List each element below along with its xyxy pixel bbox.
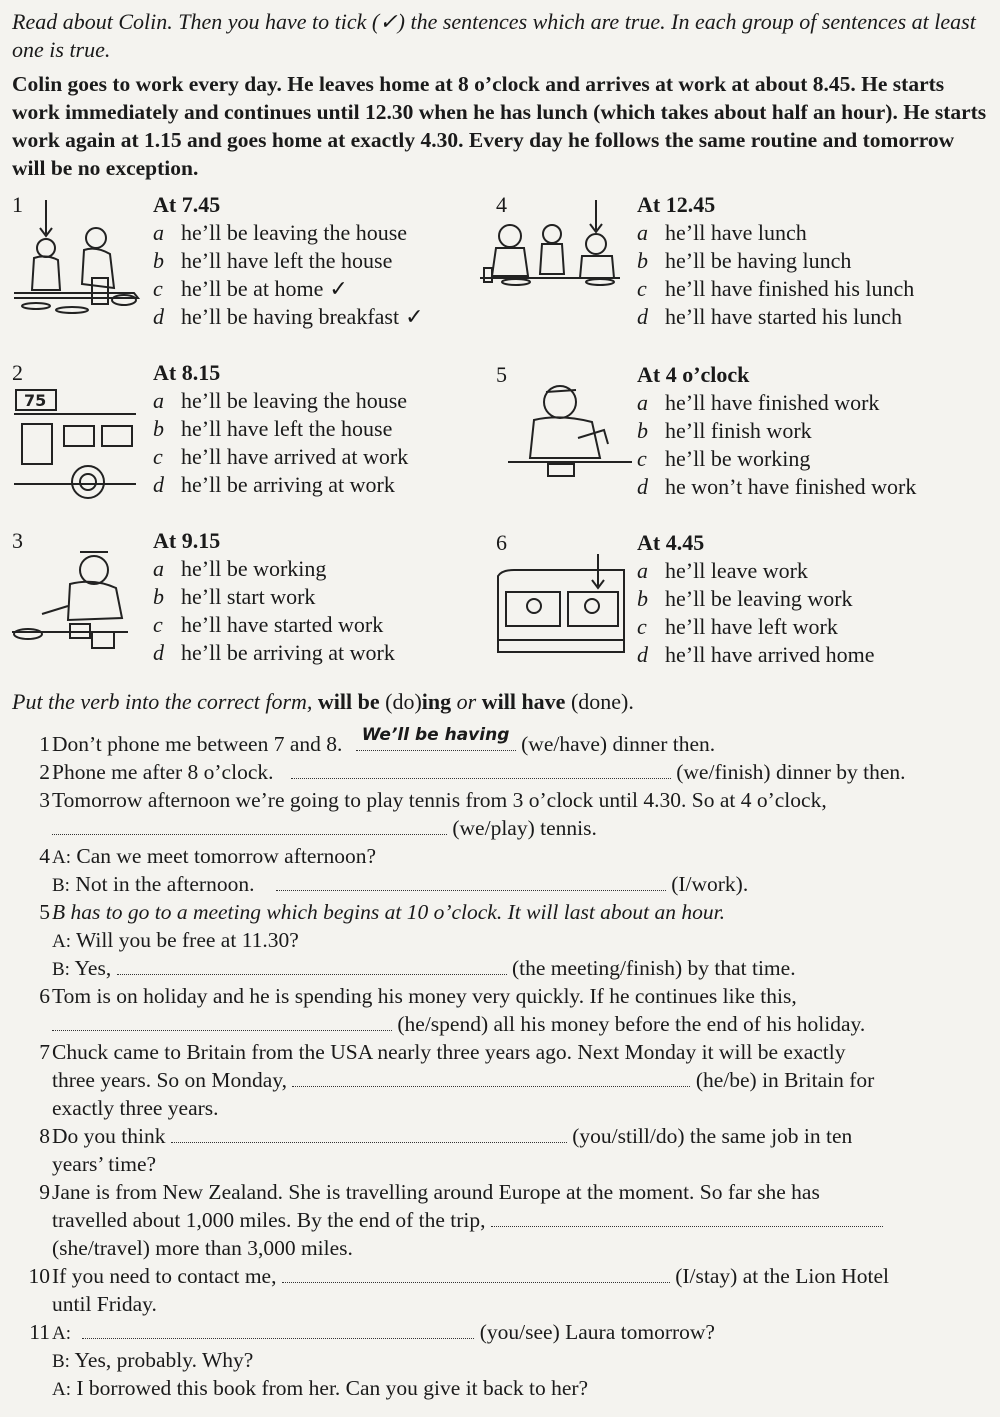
item-number: 10 — [28, 1264, 50, 1288]
option-b[interactable] — [153, 248, 424, 276]
item-9 — [22, 1178, 992, 1262]
item-number: 3 — [39, 788, 50, 812]
option-letter: a — [637, 220, 648, 245]
item-text: (he/spend) all his money before the end of his holiday. — [397, 1012, 866, 1036]
option-a[interactable] — [153, 220, 424, 248]
option-text: he’ll start work — [181, 584, 316, 609]
option-list — [153, 556, 395, 668]
answer-blank[interactable] — [82, 1318, 474, 1339]
item-10 — [22, 1262, 992, 1318]
item-number: 6 — [39, 984, 50, 1008]
item-2 — [22, 758, 992, 786]
item-text: (you/see) Laura tomorrow? — [479, 1320, 715, 1344]
group-number: 4 — [496, 192, 507, 217]
item-text: Yes, — [74, 956, 112, 980]
group-number: 6 — [496, 530, 507, 555]
item-text: Phone me after 8 o’clock. — [52, 760, 274, 784]
option-a[interactable] — [637, 558, 875, 586]
option-text: he’ll be having breakfast — [181, 304, 400, 329]
item-11 — [22, 1318, 992, 1402]
option-letter: a — [153, 556, 164, 581]
group-time: At 4.45 — [637, 530, 705, 555]
option-letter: c — [153, 276, 163, 301]
item-number: 9 — [39, 1180, 50, 1204]
done-label: (done). — [570, 689, 634, 714]
item-4 — [22, 842, 992, 898]
option-letter: c — [637, 614, 647, 639]
option-text: he’ll have lunch — [665, 220, 807, 245]
item-text: Not in the afternoon. — [75, 872, 255, 896]
answer-blank[interactable] — [52, 1010, 392, 1031]
option-c[interactable] — [153, 612, 395, 640]
option-c[interactable] — [153, 444, 408, 472]
option-text: he’ll leave work — [665, 558, 808, 583]
option-letter: b — [153, 248, 164, 273]
item-number: 5 — [39, 900, 50, 924]
item-number: 4 — [39, 844, 50, 868]
option-letter: d — [637, 474, 648, 499]
option-text: he’ll have finished work — [665, 390, 880, 415]
answer-blank[interactable] — [171, 1122, 567, 1143]
option-d[interactable] — [637, 304, 914, 332]
item-number: 1 — [39, 732, 50, 756]
item-text: If you need to contact me, — [52, 1264, 277, 1288]
speaker-label: A: — [52, 1379, 71, 1400]
option-text: he won’t have finished work — [665, 474, 917, 499]
option-d[interactable] — [637, 474, 916, 502]
option-text: he’ll be having lunch — [665, 248, 852, 273]
group-time: At 9.15 — [153, 528, 221, 553]
option-letter: a — [153, 220, 164, 245]
option-letter: d — [637, 304, 648, 329]
option-text: he’ll be leaving work — [665, 586, 853, 611]
item-text: exactly three years. — [52, 1096, 219, 1120]
option-letter: b — [153, 584, 164, 609]
bus-number: 75 — [24, 391, 47, 410]
group-time: At 7.45 — [153, 192, 221, 217]
option-list — [153, 220, 424, 332]
group-number: 3 — [12, 528, 23, 553]
option-b[interactable] — [153, 584, 395, 612]
option-text: he’ll have arrived at work — [181, 444, 409, 469]
item-number: 2 — [39, 760, 50, 784]
option-d[interactable] — [153, 472, 408, 500]
option-list — [153, 388, 408, 500]
item-text: (you/still/do) the same job in ten — [572, 1124, 853, 1148]
speaker-label: B: — [52, 959, 70, 980]
tick-mark: ✓ — [329, 276, 348, 301]
option-text: he’ll have left the house — [181, 248, 393, 273]
option-text: he’ll be leaving the house — [181, 220, 408, 245]
office-worker-illustration — [12, 548, 140, 664]
option-a[interactable] — [637, 390, 916, 418]
item-1 — [22, 725, 992, 758]
option-a[interactable] — [153, 388, 408, 416]
group-number: 5 — [496, 362, 507, 387]
option-letter: c — [637, 276, 647, 301]
item-8 — [22, 1122, 992, 1178]
item-number: 11 — [29, 1320, 50, 1344]
item-text: (the meeting/finish) by that time. — [511, 956, 796, 980]
will-have-label: will have — [481, 689, 566, 714]
answer-text: We’ll be having — [361, 725, 510, 745]
item-text: Can we meet tomorrow afternoon? — [76, 844, 377, 868]
option-letter: d — [153, 304, 164, 329]
item-text: Yes, probably. Why? — [74, 1348, 254, 1372]
option-c[interactable] — [637, 614, 875, 642]
option-letter: c — [153, 612, 163, 637]
speaker-label: A: — [52, 1323, 71, 1344]
option-list — [637, 390, 916, 502]
option-text: he’ll be arriving at work — [181, 640, 395, 665]
item-text: (we/have) dinner then. — [521, 732, 716, 756]
answer-blank[interactable] — [276, 870, 666, 891]
option-text: he’ll have left work — [665, 614, 838, 639]
option-d[interactable] — [637, 642, 875, 670]
answer-blank[interactable] — [356, 725, 516, 751]
will-be-label: will be — [317, 689, 380, 714]
item-text: (we/finish) dinner by then. — [676, 760, 906, 784]
item-text: (I/work). — [671, 872, 749, 896]
option-text: he’ll have started his lunch — [665, 304, 903, 329]
group-number: 2 — [12, 360, 23, 385]
option-text: he’ll finish work — [665, 418, 812, 443]
breakfast-illustration — [14, 198, 144, 328]
answer-blank[interactable] — [117, 954, 507, 975]
item-text: Will you be free at 11.30? — [76, 928, 299, 952]
option-list — [637, 220, 914, 332]
colin-story: Colin goes to work every day. He leaves home at 8 o’clock and arrives at work at about 8.45. He starts work immediately and continues until 12.30 when he has lunch (which takes about half an hour). He starts work again at 1.15 and goes home at exactly 4.30. Every day he follows the same routine and tomorrow will be no exception. — [12, 72, 987, 180]
bus-window-illustration — [494, 552, 628, 662]
item-text: years’ time? — [52, 1152, 157, 1176]
item-text: (she/travel) more than 3,000 miles. — [52, 1236, 353, 1260]
ing-label: ing — [421, 689, 452, 714]
item-text: Tomorrow afternoon we’re going to play tennis from 3 o’clock until 4.30. So at 4 o’clock, — [52, 788, 827, 812]
option-b[interactable] — [153, 416, 408, 444]
option-text: he’ll have started work — [181, 612, 384, 637]
answer-blank[interactable] — [491, 1206, 883, 1227]
speaker-label: B: — [52, 875, 70, 896]
option-b[interactable] — [637, 418, 916, 446]
option-letter: d — [153, 472, 164, 497]
lunch-illustration — [480, 198, 620, 298]
option-text: he’ll be arriving at work — [181, 472, 395, 497]
group-time: At 8.15 — [153, 360, 221, 385]
item-number: 8 — [39, 1124, 50, 1148]
do-label: (do) — [385, 689, 422, 714]
option-letter: c — [153, 444, 163, 469]
group-time: At 4 o’clock — [637, 362, 750, 387]
option-letter: b — [637, 248, 648, 273]
answer-blank[interactable] — [52, 814, 447, 835]
option-d[interactable] — [153, 304, 424, 332]
option-text: he’ll be at home — [181, 276, 324, 301]
speaker-label: A: — [52, 847, 71, 868]
item-text: Don’t phone me between 7 and 8. — [52, 732, 343, 756]
desk-worker-illustration — [508, 378, 632, 488]
item-text: until Friday. — [52, 1292, 157, 1316]
item-text: Jane is from New Zealand. She is travelling around Europe at the moment. So far she has — [52, 1180, 820, 1204]
option-letter: b — [637, 418, 648, 443]
option-b[interactable] — [637, 586, 875, 614]
option-a[interactable] — [637, 220, 914, 248]
item-text: Tom is on holiday and he is spending his money very quickly. If he continues like this, — [52, 984, 797, 1008]
option-letter: c — [637, 446, 647, 471]
item-text: Chuck came to Britain from the USA nearly three years ago. Next Monday it will be exactly — [52, 1040, 846, 1064]
option-c[interactable] — [153, 276, 424, 304]
option-letter: b — [153, 416, 164, 441]
speaker-label: A: — [52, 931, 71, 952]
option-letter: d — [153, 640, 164, 665]
option-text: he’ll be working — [665, 446, 811, 471]
option-list — [637, 558, 875, 670]
option-text: he’ll have left the house — [181, 416, 393, 441]
option-text: he’ll have arrived home — [665, 642, 875, 667]
instruction-text: Put the verb into the correct form, — [12, 689, 313, 714]
item-3 — [22, 786, 992, 842]
option-b[interactable] — [637, 248, 914, 276]
item-text: travelled about 1,000 miles. By the end of the trip, — [52, 1208, 486, 1232]
item-text: I borrowed this book from her. Can you give it back to her? — [76, 1376, 589, 1400]
option-letter: a — [153, 388, 164, 413]
option-letter: a — [637, 558, 648, 583]
item-number: 7 — [39, 1040, 50, 1064]
group-number: 1 — [12, 192, 23, 217]
item-text: (we/play) tennis. — [452, 816, 597, 840]
speaker-label: B: — [52, 1351, 70, 1372]
option-d[interactable] — [153, 640, 395, 668]
exercise2-items — [22, 725, 992, 1402]
option-text: he’ll have finished his lunch — [665, 276, 915, 301]
option-a[interactable] — [153, 556, 395, 584]
item-5 — [22, 898, 992, 982]
option-c[interactable] — [637, 446, 916, 474]
option-letter: b — [637, 586, 648, 611]
item-text: (I/stay) at the Lion Hotel — [675, 1264, 889, 1288]
option-c[interactable] — [637, 276, 914, 304]
option-letter: d — [637, 642, 648, 667]
item-text: Do you think — [52, 1124, 166, 1148]
exercise2-instruction — [12, 688, 987, 716]
option-text: he’ll be leaving the house — [181, 388, 408, 413]
answer-blank[interactable] — [282, 1262, 670, 1283]
option-text: he’ll be working — [181, 556, 327, 581]
group-time: At 12.45 — [637, 192, 716, 217]
item-7 — [22, 1038, 992, 1122]
item-text: (he/be) in Britain for — [695, 1068, 875, 1092]
answer-blank[interactable] — [292, 1066, 690, 1087]
item-context: B has to go to a meeting which begins at 10 o’clock. It will last about an hour. — [52, 900, 726, 924]
answer-blank[interactable] — [291, 758, 671, 779]
item-6 — [22, 982, 992, 1038]
bus-illustration — [12, 384, 140, 502]
item-text: three years. So on Monday, — [52, 1068, 288, 1092]
exercise-instructions: Read about Colin. Then you have to tick (✓) the sentences which are true. In each group of sentences at least one is true. — [12, 9, 976, 62]
option-letter: a — [637, 390, 648, 415]
tick-mark: ✓ — [405, 304, 424, 329]
or-label: or — [456, 689, 477, 714]
